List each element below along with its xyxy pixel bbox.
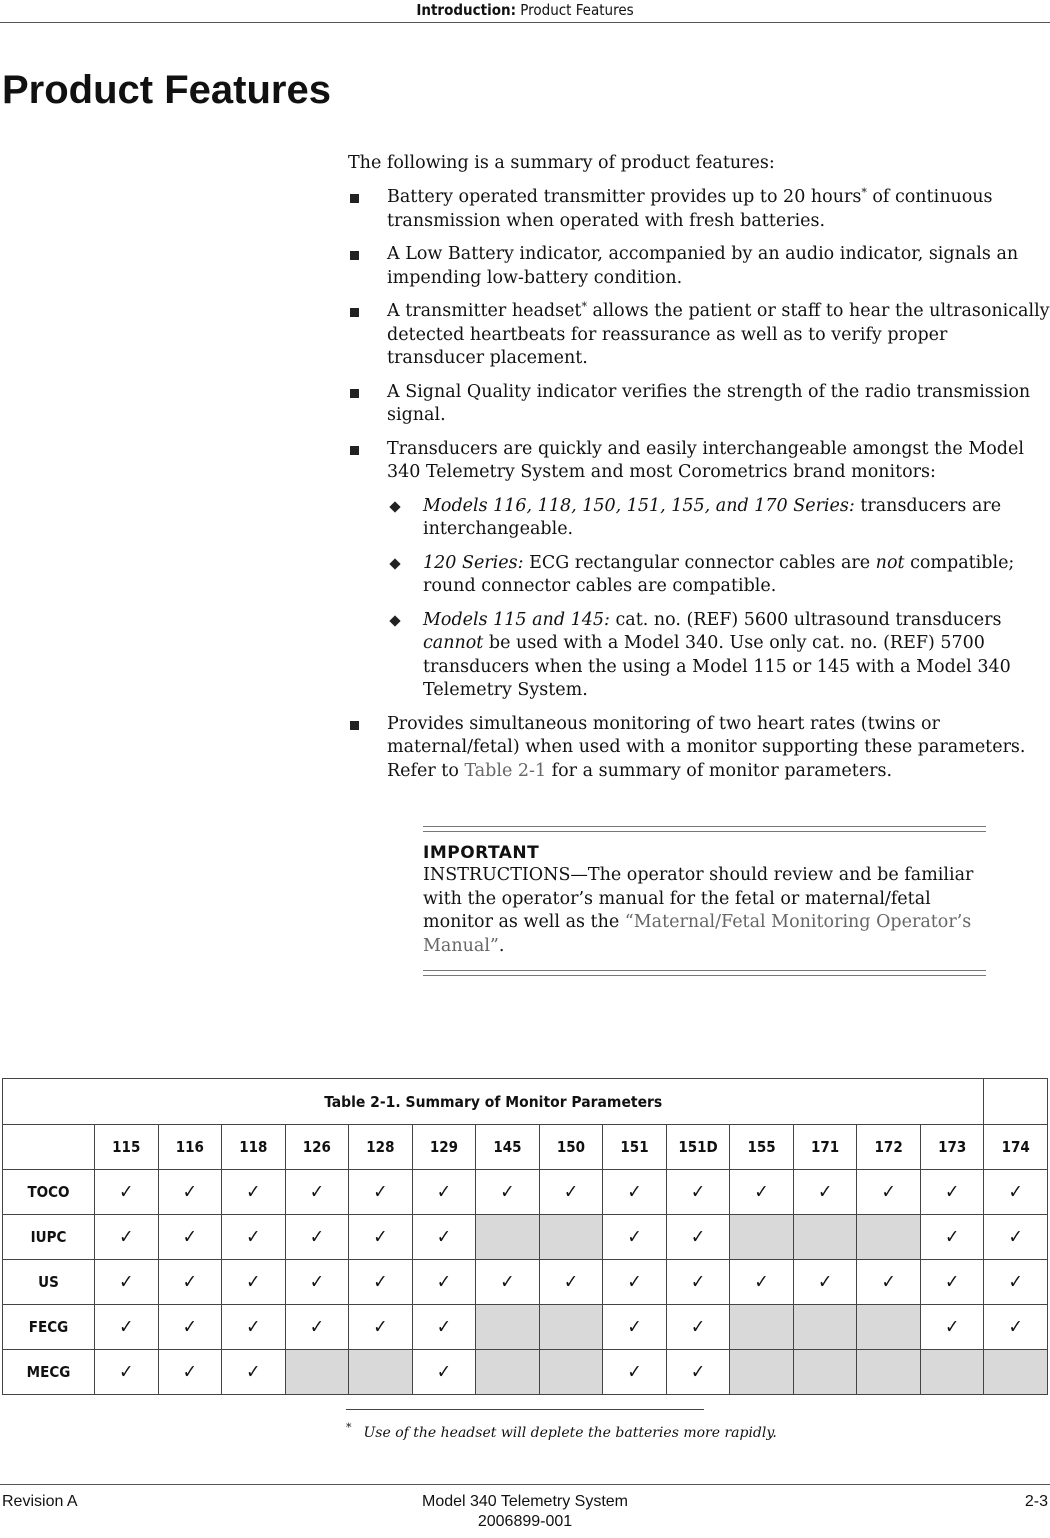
checkmark-icon: ✓ xyxy=(793,1260,857,1305)
table-reference-link[interactable]: Table 2-1 xyxy=(464,760,547,781)
unsupported-cell xyxy=(920,1350,984,1395)
bullet-square-icon xyxy=(350,446,359,455)
checkmark-icon: ✓ xyxy=(95,1305,159,1350)
checkmark-icon: ✓ xyxy=(920,1170,984,1215)
checkmark-icon: ✓ xyxy=(730,1170,794,1215)
unsupported-cell xyxy=(730,1305,794,1350)
unsupported-cell xyxy=(984,1350,1048,1395)
column-header: 126 xyxy=(285,1125,349,1170)
checkmark-icon: ✓ xyxy=(984,1170,1048,1215)
checkmark-icon: ✓ xyxy=(603,1170,667,1215)
footnote-rule xyxy=(346,1409,704,1410)
checkmark-icon: ✓ xyxy=(412,1305,476,1350)
checkmark-icon: ✓ xyxy=(412,1350,476,1395)
footnote: * Use of the headset will deplete the batteries more rapidly. xyxy=(346,1421,777,1441)
checkmark-icon: ✓ xyxy=(349,1260,413,1305)
row-label: US xyxy=(3,1260,95,1305)
feature-item: A Signal Quality indicator verifies the strength of the radio transmission signal. xyxy=(348,381,1050,428)
header-chapter: Introduction: xyxy=(416,1,516,19)
unsupported-cell xyxy=(730,1350,794,1395)
checkmark-icon: ✓ xyxy=(349,1215,413,1260)
sub-item: Models 115 and 145: cat. no. (REF) 5600 ultrasound transducers cannot be used with a Model 340. Use only cat. no. (REF) 5700 transducers when the using a Model 115 or 145 with a Model 340 Telemetry System. xyxy=(348,609,1050,703)
bullet-square-icon xyxy=(350,389,359,398)
checkmark-icon: ✓ xyxy=(984,1215,1048,1260)
bullet-diamond-icon xyxy=(389,558,400,569)
important-label: IMPORTANT xyxy=(423,843,540,863)
checkmark-icon: ✓ xyxy=(158,1170,222,1215)
checkmark-icon: ✓ xyxy=(285,1260,349,1305)
checkmark-icon: ✓ xyxy=(476,1170,540,1215)
checkmark-icon: ✓ xyxy=(285,1305,349,1350)
checkmark-icon: ✓ xyxy=(95,1350,159,1395)
unsupported-cell xyxy=(476,1215,540,1260)
monitor-parameters-table xyxy=(2,1078,1048,1395)
table-caption: Table 2-1. Summary of Monitor Parameters xyxy=(3,1079,984,1125)
footer-center xyxy=(0,1492,1050,1532)
column-header: 145 xyxy=(476,1125,540,1170)
column-header: 172 xyxy=(857,1125,921,1170)
checkmark-icon: ✓ xyxy=(920,1215,984,1260)
column-header: 115 xyxy=(95,1125,159,1170)
row-label: FECG xyxy=(3,1305,95,1350)
bullet-square-icon xyxy=(350,721,359,730)
checkmark-icon: ✓ xyxy=(158,1305,222,1350)
checkmark-icon: ✓ xyxy=(920,1305,984,1350)
unsupported-cell xyxy=(285,1350,349,1395)
unsupported-cell xyxy=(793,1215,857,1260)
checkmark-icon: ✓ xyxy=(222,1170,286,1215)
column-header: 173 xyxy=(920,1125,984,1170)
checkmark-icon: ✓ xyxy=(603,1215,667,1260)
checkmark-icon: ✓ xyxy=(412,1215,476,1260)
checkmark-icon: ✓ xyxy=(857,1170,921,1215)
checkmark-icon: ✓ xyxy=(857,1260,921,1305)
feature-item: A Low Battery indicator, accompanied by an audio indicator, signals an impending low-battery condition. xyxy=(348,243,1050,290)
checkmark-icon: ✓ xyxy=(95,1170,159,1215)
checkmark-icon: ✓ xyxy=(603,1305,667,1350)
checkmark-icon: ✓ xyxy=(666,1170,730,1215)
checkmark-icon: ✓ xyxy=(158,1215,222,1260)
checkmark-icon: ✓ xyxy=(285,1215,349,1260)
column-header: 151 xyxy=(603,1125,667,1170)
checkmark-icon: ✓ xyxy=(666,1350,730,1395)
row-label: TOCO xyxy=(3,1170,95,1215)
unsupported-cell xyxy=(539,1350,603,1395)
checkmark-icon: ✓ xyxy=(984,1260,1048,1305)
feature-item: Transducers are quickly and easily interchangeable amongst the Model 340 Telemetry System and most Corometrics brand monitors: xyxy=(348,438,1050,485)
checkmark-icon: ✓ xyxy=(222,1215,286,1260)
footnote-marker[interactable]: * xyxy=(861,186,867,199)
unsupported-cell xyxy=(730,1215,794,1260)
row-label: MECG xyxy=(3,1350,95,1395)
checkmark-icon: ✓ xyxy=(666,1260,730,1305)
footer-part-number: 2006899-001 xyxy=(477,1513,573,1530)
unsupported-cell xyxy=(793,1305,857,1350)
header-section: Product Features xyxy=(520,1,634,19)
sub-item: 120 Series: ECG rectangular connector cables are not compatible; round connector cables are compatible. xyxy=(348,552,1050,599)
table-caption-spacer xyxy=(984,1079,1048,1125)
footer-revision: Revision A xyxy=(2,1493,78,1510)
checkmark-icon: ✓ xyxy=(793,1170,857,1215)
checkmark-icon: ✓ xyxy=(730,1260,794,1305)
divider xyxy=(423,970,986,976)
checkmark-icon: ✓ xyxy=(349,1170,413,1215)
unsupported-cell xyxy=(793,1350,857,1395)
feature-item: A transmitter headset* allows the patient or staff to hear the ultrasonically detected heartbeats for reassurance as well as to verify proper transducer placement. xyxy=(348,300,1050,371)
checkmark-icon: ✓ xyxy=(349,1305,413,1350)
checkmark-icon: ✓ xyxy=(603,1350,667,1395)
running-header xyxy=(0,0,1050,23)
checkmark-icon: ✓ xyxy=(285,1170,349,1215)
footer-product: Model 340 Telemetry System xyxy=(421,1493,628,1510)
checkmark-icon: ✓ xyxy=(95,1260,159,1305)
column-header: 129 xyxy=(412,1125,476,1170)
checkmark-icon: ✓ xyxy=(666,1215,730,1260)
column-header: 151D xyxy=(666,1125,730,1170)
corner-cell xyxy=(3,1125,95,1170)
column-header: 118 xyxy=(222,1125,286,1170)
checkmark-icon: ✓ xyxy=(539,1170,603,1215)
unsupported-cell xyxy=(857,1350,921,1395)
column-header: 128 xyxy=(349,1125,413,1170)
unsupported-cell xyxy=(476,1350,540,1395)
feature-item: Provides simultaneous monitoring of two heart rates (twins or maternal/fetal) when used with a monitor supporting these parameters. Refer to Table 2-1 for a summary of monitor parameters. xyxy=(348,713,1050,784)
unsupported-cell xyxy=(476,1305,540,1350)
intro-paragraph: The following is a summary of product features: xyxy=(348,153,775,173)
table-body xyxy=(3,1170,1048,1395)
checkmark-icon: ✓ xyxy=(158,1260,222,1305)
table-row xyxy=(3,1350,1048,1395)
footer-rule xyxy=(0,1484,1050,1485)
feature-item: Battery operated transmitter provides up to 20 hours* of continuous transmission when operated with fresh batteries. xyxy=(348,186,1050,233)
unsupported-cell xyxy=(539,1305,603,1350)
page-title: Product Features xyxy=(2,68,331,112)
checkmark-icon: ✓ xyxy=(412,1170,476,1215)
checkmark-icon: ✓ xyxy=(920,1260,984,1305)
table-row xyxy=(3,1215,1048,1260)
unsupported-cell xyxy=(857,1215,921,1260)
bullet-square-icon xyxy=(350,194,359,203)
divider xyxy=(423,826,986,832)
feature-list xyxy=(348,186,1050,793)
checkmark-icon: ✓ xyxy=(666,1305,730,1350)
table-row xyxy=(3,1170,1048,1215)
checkmark-icon: ✓ xyxy=(95,1215,159,1260)
footnote-marker[interactable]: * xyxy=(581,300,587,313)
bullet-diamond-icon xyxy=(389,501,400,512)
column-header: 116 xyxy=(158,1125,222,1170)
column-header: 150 xyxy=(539,1125,603,1170)
checkmark-icon: ✓ xyxy=(222,1350,286,1395)
column-header: 155 xyxy=(730,1125,794,1170)
important-notice xyxy=(423,826,986,976)
checkmark-icon: ✓ xyxy=(222,1305,286,1350)
bullet-diamond-icon xyxy=(389,615,400,626)
bullet-square-icon xyxy=(350,251,359,260)
column-header: 171 xyxy=(793,1125,857,1170)
table-row xyxy=(3,1260,1048,1305)
checkmark-icon: ✓ xyxy=(412,1260,476,1305)
unsupported-cell xyxy=(539,1215,603,1260)
unsupported-cell xyxy=(857,1305,921,1350)
important-text: INSTRUCTIONS—The operator should review and be familiar with the operator’s manual for the fetal or maternal/fetal monitor as well as the “Maternal/Fetal Monitoring Operator’s Manual”. xyxy=(423,865,974,956)
checkmark-icon: ✓ xyxy=(603,1260,667,1305)
checkmark-icon: ✓ xyxy=(476,1260,540,1305)
checkmark-icon: ✓ xyxy=(984,1305,1048,1350)
checkmark-icon: ✓ xyxy=(539,1260,603,1305)
checkmark-icon: ✓ xyxy=(222,1260,286,1305)
table-row xyxy=(3,1305,1048,1350)
row-label: IUPC xyxy=(3,1215,95,1260)
footer-page-number: 2-3 xyxy=(1024,1493,1048,1510)
bullet-square-icon xyxy=(350,308,359,317)
table-header-row xyxy=(3,1125,1048,1170)
sub-item: Models 116, 118, 150, 151, 155, and 170 Series: transducers are interchangeable. xyxy=(348,495,1050,542)
manual-reference-link[interactable]: “Maternal/Fetal Monitoring Operator’s Manual” xyxy=(423,912,972,956)
unsupported-cell xyxy=(349,1350,413,1395)
column-header: 174 xyxy=(984,1125,1048,1170)
checkmark-icon: ✓ xyxy=(158,1350,222,1395)
